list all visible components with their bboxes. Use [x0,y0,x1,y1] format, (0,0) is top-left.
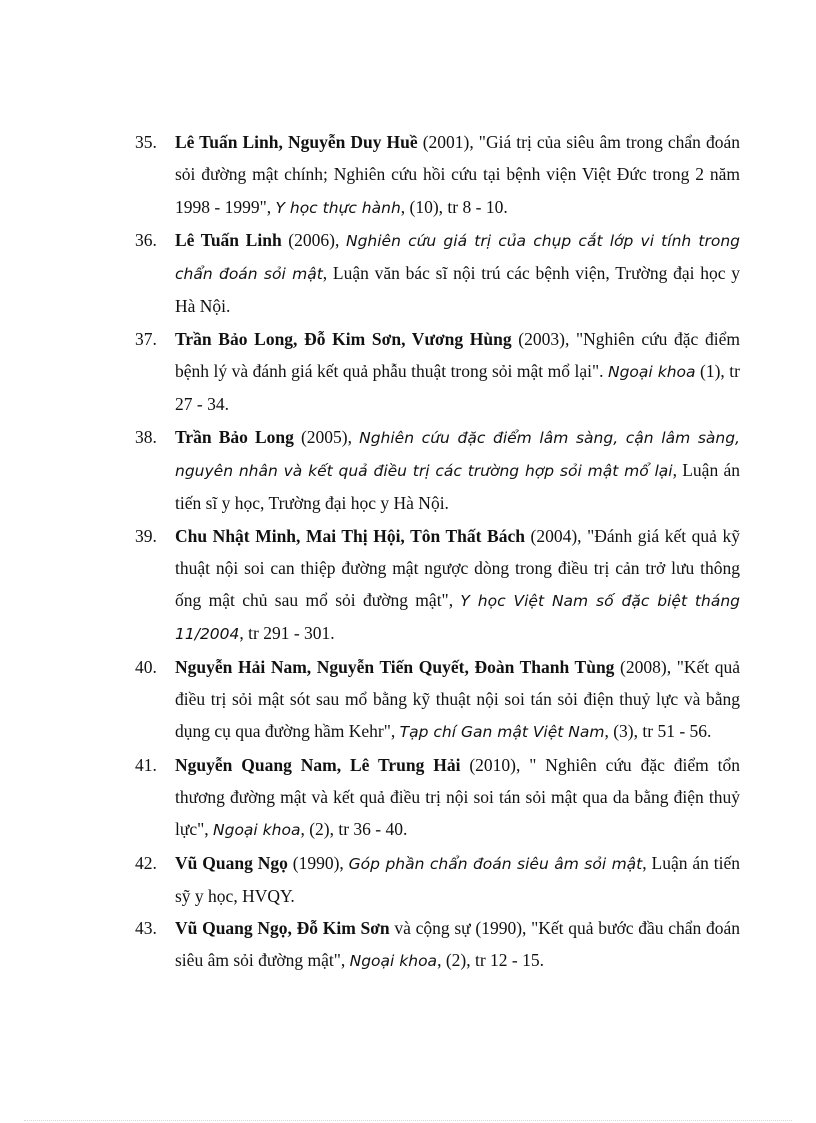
reference-number: 41. [135,754,157,775]
reference-authors: Nguyễn Hải Nam, Nguyễn Tiến Quyết, Đoàn Thanh Tùng [175,656,615,677]
reference-text: (2004), "Đánh giá kết quả kỹ thuật nội soi can thiệp đường mật ngược dòng trong điều trị cản trở lưu thông ống mật chủ sau mổ sỏi đường mật", [175,525,740,611]
reference-text-end: (1), tr 27 - 34. [175,361,740,415]
reference-text-end: , Luận văn bác sĩ nội trú các bệnh viện, Trường đại học y Hà Nội. [175,263,740,317]
reference-source: Nghiên cứu giá trị của chụp cắt lớp vi tính trong chẩn đoán sỏi mật [175,231,740,284]
page-bottom-rule [24,1120,792,1121]
reference-text-end: , Luận án tiến sĩ y học, Trường đại học y Hà Nội. [175,459,740,514]
reference-item [135,847,740,913]
reference-number: 43. [135,918,157,939]
reference-number: 42. [135,852,157,873]
reference-text: (2005), [293,426,360,447]
reference-text-end: , (3), tr 51 - 56. [604,721,712,742]
reference-list [135,126,740,978]
reference-number: 37. [135,328,157,349]
reference-authors: Trần Bảo Long [175,426,294,447]
reference-source: Nghiên cứu đặc điểm lâm sàng, cận lâm sàng, nguyên nhân và kết quả điều trị các trường hợp sỏi mật mổ lại [175,428,740,480]
reference-authors: Nguyễn Quang Nam, Lê Trung Hải [175,754,461,775]
reference-item [135,912,740,978]
reference-source: Ngoại khoa [349,952,438,971]
reference-source: Góp phần chẩn đoán siêu âm sỏi mật [348,854,643,873]
reference-item [135,651,740,749]
reference-number: 40. [135,656,157,677]
reference-authors: Trần Bảo Long, Đỗ Kim Sơn, Vương Hùng [175,328,512,349]
reference-text-end: , (2), tr 12 - 15. [437,950,544,971]
reference-source: Y học thực hành [275,198,401,217]
reference-item [135,421,740,520]
reference-item [135,126,740,224]
reference-text-end: , (10), tr 8 - 10. [400,196,508,217]
reference-authors: Vũ Quang Ngọ [175,852,288,873]
reference-text: (2010), " Nghiên cứu đặc điểm tổn thương đường mật và kết quả điều trị nội soi tán sỏi mật qua da bằng điện thuỷ lực", [175,754,740,840]
reference-text: và cộng sự (1990), "Kết quả bước đầu chẩn đoán siêu âm sỏi đường mật", [175,918,740,971]
reference-text: (2006), [281,229,346,250]
reference-authors: Lê Tuấn Linh, Nguyễn Duy Huề [175,132,418,152]
reference-number: 39. [135,525,157,546]
reference-source: Ngoại khoa [607,363,696,382]
reference-text-end: , Luận án tiến sỹ y học, HVQY. [175,852,740,906]
reference-source: Ngoại khoa [213,821,301,840]
reference-authors: Lê Tuấn Linh [175,229,282,250]
reference-text-end: , tr 291 - 301. [239,623,335,644]
reference-authors: Vũ Quang Ngọ, Đỗ Kim Sơn [175,918,390,939]
reference-text: (2001), "Giá trị của siêu âm trong chẩn đoán sỏi đường mật chính; Nghiên cứu hồi cứu tại bệnh viện Việt Đức trong 2 năm 1998 - 1999", [175,132,740,217]
reference-item [135,224,740,323]
reference-text: (1990), [287,852,349,873]
reference-number: 38. [135,426,157,447]
reference-number: 35. [135,132,157,152]
reference-source: Y học Việt Nam số đặc biệt tháng 11/2004 [175,592,740,644]
reference-authors: Chu Nhật Minh, Mai Thị Hội, Tôn Thất Bách [175,525,525,546]
reference-text-end: , (2), tr 36 - 40. [300,819,408,840]
reference-text: (2003), "Nghiên cứu đặc điểm bệnh lý và đánh giá kết quả phẫu thuật trong sỏi mật mổ lại". [175,328,740,382]
reference-number: 36. [135,229,157,250]
reference-text: (2008), "Kết quả điều trị sỏi mật sót sau mổ bằng kỹ thuật nội soi tán sỏi điện thuỷ lực và bằng dụng cụ qua đường hầm Kehr", [175,656,740,742]
reference-item [135,520,740,651]
reference-item [135,323,740,421]
reference-source: Tạp chí Gan mật Việt Nam [399,723,605,742]
reference-item [135,749,740,847]
